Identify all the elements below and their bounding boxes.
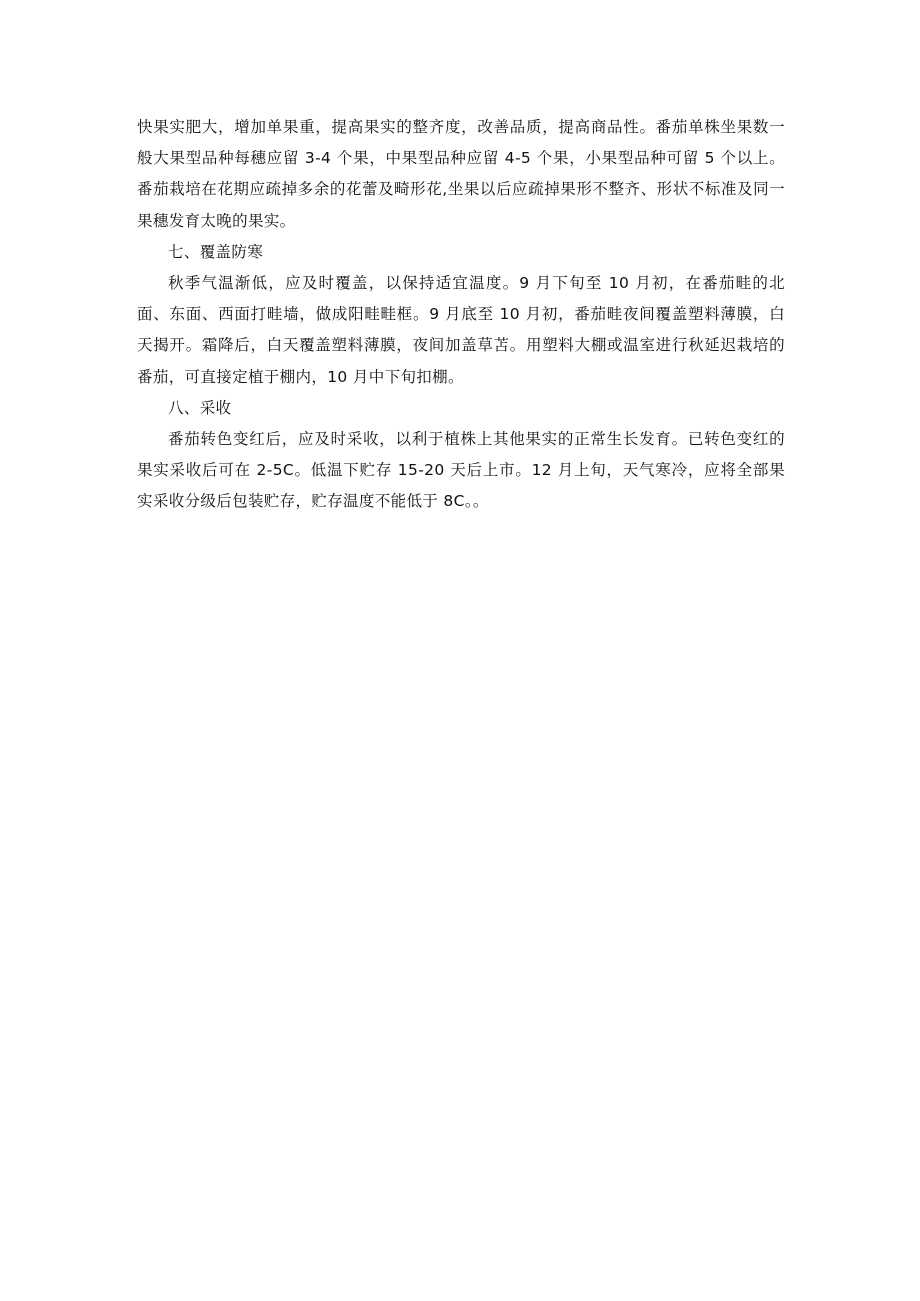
document-body [137, 112, 785, 518]
section-heading-harvest: 八、采收 [168, 398, 232, 417]
section-heading-covering: 七、覆盖防寒 [168, 242, 264, 261]
paragraph-covering: 秋季气温渐低，应及时覆盖，以保持适宜温度。9 月下旬至 10 月初，在番茄畦的北面、东面、西面打畦墙，做成阳畦畦框。9 月底至 10 月初，番茄畦夜间覆盖塑料薄膜，白天揭开。霜降后，白天覆盖塑料薄膜，夜间加盖草苫。用塑料大棚或温室进行秋延迟栽培的番茄，可直接定植于棚内，10 月中下旬扣棚。 [137, 274, 785, 386]
paragraph-continued: 快果实肥大，增加单果重，提高果实的整齐度，改善品质，提高商品性。番茄单株坐果数一般大果型品种每穗应留 3-4 个果，中果型品种应留 4-5 个果，小果型品种可留 5 个以上。番茄栽培在花期应疏掉多余的花蕾及畸形花,坐果以后应疏掉果形不整齐、形状不标准及同一果穗发育太晚的果实。 [137, 118, 785, 230]
paragraph-harvest: 番茄转色变红后，应及时采收，以利于植株上其他果实的正常生长发育。已转色变红的果实采收后可在 2-5C。低温下贮存 15-20 天后上市。12 月上旬，天气寒冷，应将全部果实采收分级后包装贮存，贮存温度不能低于 8C。。 [137, 430, 785, 511]
